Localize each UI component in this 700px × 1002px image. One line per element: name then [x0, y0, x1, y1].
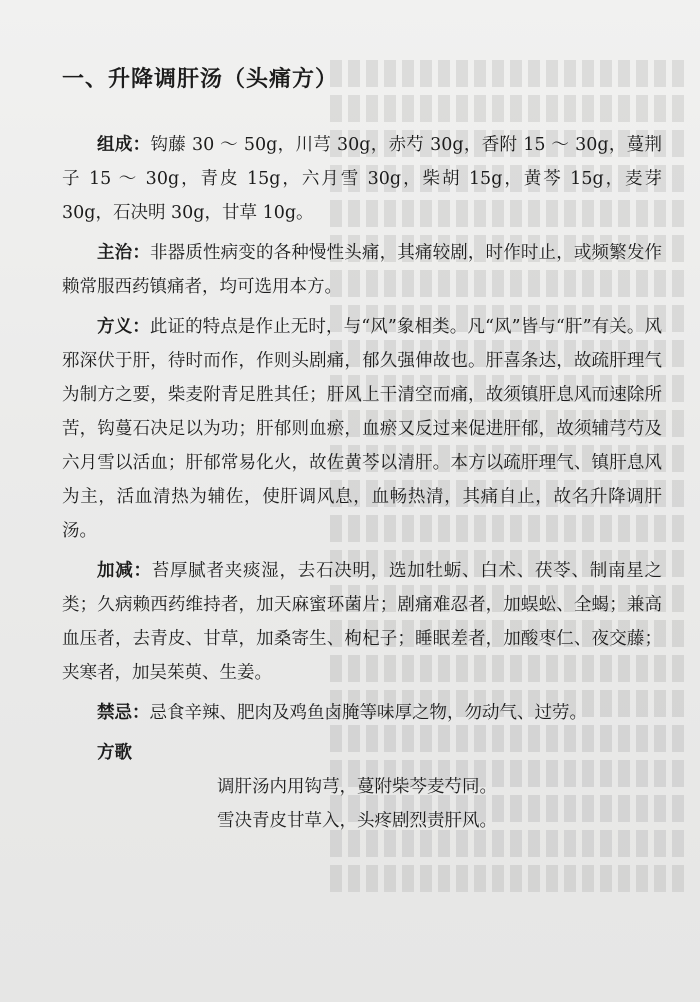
composition-paragraph	[62, 128, 662, 230]
indications-label: 主治：	[97, 243, 150, 263]
composition-text: 钩藤 30 ～ 50g，川芎 30g，赤芍 30g，香附 15 ～ 30g，蔓荆子 15 ～ 30g，青皮 15g，六月雪 30g，柴胡 15g，黄芩 15g，麦芽 30g，石决明 30g，甘草 10g。	[62, 135, 663, 223]
formula-meaning-label: 方义：	[97, 317, 150, 337]
contraindications-text: 忌食辛辣、肥肉及鸡鱼卤腌等味厚之物，勿动气、过劳。	[149, 703, 587, 723]
modifications-text: 苔厚腻者夹痰湿，去石决明，选加牡蛎、白术、茯苓、制南星之类；久病赖西药维持者，加天麻蜜环菌片；剧痛难忍者，加蜈蚣、全蝎；兼高血压者，去青皮、甘草，加桑寄生、枸杞子；睡眠差者，加酸枣仁、夜交藤；夹寒者，加吴茱萸、生姜。	[62, 561, 662, 683]
modifications-label: 加减：	[97, 561, 152, 581]
indications-text: 非器质性病变的各种慢性头痛，其痛较剧，时作时止，或频繁发作赖常服西药镇痛者，均可选用本方。	[62, 243, 662, 297]
formula-song-label: 方歌	[97, 743, 132, 763]
section-title: 一、升降调肝汤（头痛方）	[62, 67, 339, 92]
formula-song-line-1: 调肝汤内用钩芎，蔓附柴芩麦芍同。	[217, 777, 497, 797]
formula-meaning-paragraph	[62, 310, 662, 548]
indications-paragraph	[62, 236, 662, 304]
contraindications-paragraph	[62, 696, 662, 730]
formula-song-line-2: 雪决青皮甘草入，头疼剧烈责肝风。	[217, 811, 497, 831]
page-content	[62, 62, 662, 838]
contraindications-label: 禁忌：	[97, 703, 150, 723]
composition-label: 组成：	[97, 135, 151, 155]
formula-meaning-text: 此证的特点是作止无时，与“风”象相类。凡“风”皆与“肝”有关。风邪深伏于肝，待时而作，作则头剧痛，郁久强伸故也。肝喜条达，故疏肝理气为制方之要，柴麦附青足胜其任；肝风上干清空而痛，故须镇肝息风而速除所苦，钩蔓石决足以为功；肝郁则血瘀，血瘀又反过来促进肝郁，故须辅芎芍及六月雪以活血；肝郁常易化火，故佐黄芩以清肝。本方以疏肝理气、镇肝息风为主，活血清热为辅佐，使肝调风息，血畅热清，其痛自止，故名升降调肝汤。	[62, 317, 662, 541]
modifications-paragraph	[62, 554, 662, 690]
